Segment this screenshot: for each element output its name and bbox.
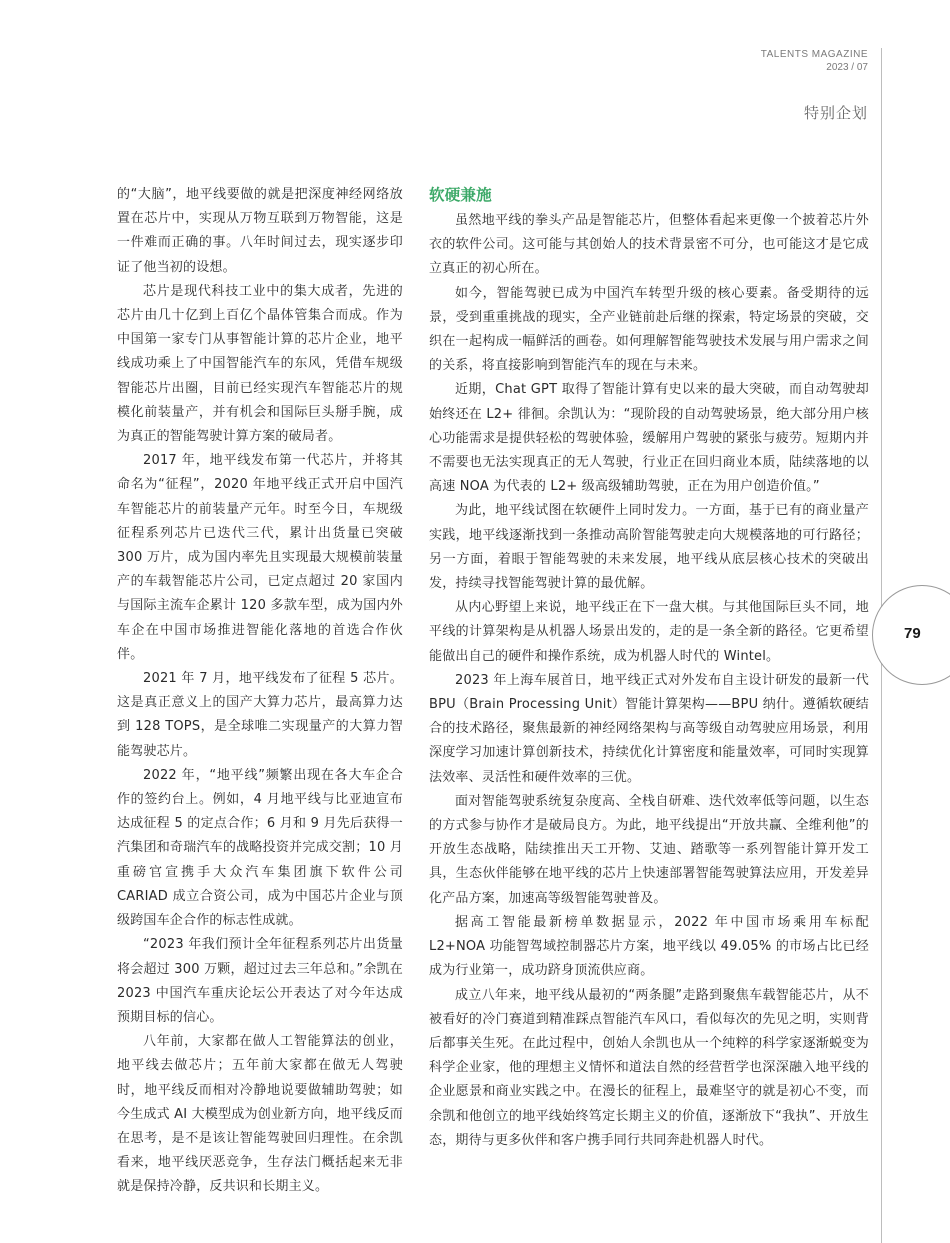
section-title: 特别企划 <box>803 105 868 122</box>
paragraph: 成立八年来，地平线从最初的“两条腿”走路到聚焦车载智能芯片，从不被看好的冷门赛道到精准踩点智能汽车风口，看似每次的先见之明，实则背后都事关生死。在此过程中，创始人余凯也从一个纯粹的科学家逐渐蜕变为科学企业家，他的理想主义情怀和道法自然的经营哲学也深深融入地平线的企业愿景和商业实践之中。在漫长的征程上，最难坚守的就是初心不变，而余凯和他创立的地平线始终笃定长期主义的价值，逐渐放下“我执”、开放生态，期待与更多伙伴和客户携手同行共同奔赴机器人时代。 <box>429 987 869 1148</box>
paragraph: 虽然地平线的拳头产品是智能芯片，但整体看起来更像一个披着芯片外衣的软件公司。这可能与其创始人的技术背景密不可分，也可能这才是它成立真正的初心所在。 <box>429 213 869 277</box>
paragraph: 为此，地平线试图在软硬件上同时发力。一方面，基于已有的商业量产实践，地平线逐渐找到一条推动高阶智能驾驶走向大规模落地的可行路径；另一方面，着眼于智能驾驶的未来发展，地平线从底层核心技术的突破出发，持续寻找智能驾驶计算的最优解。 <box>429 503 869 592</box>
paragraph: “2023 年我们预计全年征程系列芯片出货量将会超过 300 万颗，超过过去三年总和。”余凯在 2023 中国汽车重庆论坛公开表达了对今年达成预期目标的信心。 <box>117 937 403 1025</box>
paragraph: 从内心野望上来说，地平线正在下一盘大棋。与其他国际巨头不同，地平线的计算架构是从机器人场景出发的，走的是一条全新的路径。它更希望能做出自己的硬件和操作系统，成为机器人时代的 Wintel。 <box>429 600 869 664</box>
paragraph: 2023 年上海车展首日，地平线正式对外发布自主设计研发的最新一代 BPU（Brain Processing Unit）智能计算架构——BPU 纳什。遵循软硬结合的技术路径，聚焦最新的神经网络架构与高等级自动驾驶应用场景，利用深度学习加速计算创新技术，持续优化计算密度和能量效率，可同时实现算法效率、灵活性和硬件效率的三优。 <box>429 672 869 785</box>
paragraph: 面对智能驾驶系统复杂度高、全栈自研难、迭代效率低等问题，以生态的方式参与协作才是破局良方。为此，地平线提出“开放共赢、全维利他”的开放生态战略，陆续推出天工开物、艾迪、踏歌等一系列智能计算开发工具，生态伙伴能够在地平线的芯片上快速部署智能驾驶算法应用，开发差异化产品方案，加速高等级智能驾驶普及。 <box>429 793 869 906</box>
paragraph: 的“大脑”，地平线要做的就是把深度神经网络放置在芯片中，实现从万物互联到万物智能，这是一件难而正确的事。八年时间过去，现实逐步印证了他当初的设想。 <box>117 187 403 275</box>
paragraph: 据高工智能最新榜单数据显示，2022 年中国市场乘用车标配 L2+NOA 功能智驾域控制器芯片方案，地平线以 49.05% 的市场占比已经成为行业第一，成功跻身顶流供应商。 <box>429 914 869 979</box>
paragraph: 芯片是现代科技工业中的集大成者，先进的芯片由几十亿到上百亿个晶体管集合而成。作为中国第一家专门从事智能计算的芯片企业，地平线成功乘上了中国智能汽车的东风，凭借车规级智能芯片出圈，目前已经实现汽车智能芯片的规模化前装量产，并有机会和国际巨头掰手腕，成为真正的智能驾驶计算方案的破局者。 <box>117 283 403 445</box>
paragraph: 2021 年 7 月，地平线发布了征程 5 芯片。这是真正意义上的国产大算力芯片，最高算力达到 128 TOPS，是全球唯二实现量产的大算力智能驾驶芯片。 <box>117 671 403 759</box>
paragraph: 如今，智能驾驶已成为中国汽车转型升级的核心要素。备受期待的远景，受到重重挑战的现实，全产业链前赴后继的探索，特定场景的突破，交织在一起构成一幅鲜活的画卷。如何理解智能驾驶技术发展与用户需求之间的关系，将直接影响到智能汽车的现在与未来。 <box>429 285 869 374</box>
paragraph: 2017 年，地平线发布第一代芯片，并将其命名为“征程”，2020 年地平线正式开启中国汽车智能芯片的前装量产元年。时至今日，车规级征程系列芯片已迭代三代，累计出货量已突破 300 万片，成为国内率先且实现最大规模前装量产的车载智能芯片公司，已定点超过 20 家国内与国际主流车企累计 120 多款车型，成为国内外车企在中国市场推进智能化落地的首选合作伙伴。 <box>117 453 403 662</box>
issue-date: 2023 / 07 <box>826 62 868 73</box>
paragraph: 2022 年，“地平线”频繁出现在各大车企合作的签约台上。例如，4 月地平线与比亚迪宣布达成征程 5 的定点合作；6 月和 9 月先后获得一汽集团和奇瑞汽车的战略投资并完成交割；10 月重磅官宣携手大众汽车集团旗下软件公司 CARIAD 成立合资公司，成为中国芯片企业与顶级跨国车企合作的标志性成就。 <box>117 767 403 929</box>
page-number: 79 <box>904 625 921 642</box>
magazine-name: TALENTS MAGAZINE <box>760 49 868 60</box>
paragraph: 近期，Chat GPT 取得了智能计算有史以来的最大突破，而自动驾驶却始终还在 L2+ 徘徊。余凯认为：“现阶段的自动驾驶场景，绝大部分用户核心功能需求是提供轻松的驾驶体验，缓解用户驾驶的紧张与疲劳。短期内并不需要也无法实现真正的无人驾驶，行业正在回归商业本质，陆续落地的以高速 NOA 为代表的 L2+ 级高级辅助驾驶，正在为用户创造价值。” <box>429 382 869 495</box>
left-column <box>117 183 403 1200</box>
section-heading: 软硬兼施 <box>429 186 492 204</box>
page-header <box>761 48 868 123</box>
right-column <box>429 184 869 1153</box>
paragraph: 八年前，大家都在做人工智能算法的创业，地平线去做芯片；五年前大家都在做无人驾驶时，地平线反而相对冷静地说要做辅助驾驶；如今生成式 AI 大模型成为创业新方向，地平线反而在思考，是不是该让智能驾驶回归理性。在余凯看来，地平线厌恶竞争，生存法门概括起来无非就是保持冷静，反共识和长期主义。 <box>117 1034 403 1195</box>
